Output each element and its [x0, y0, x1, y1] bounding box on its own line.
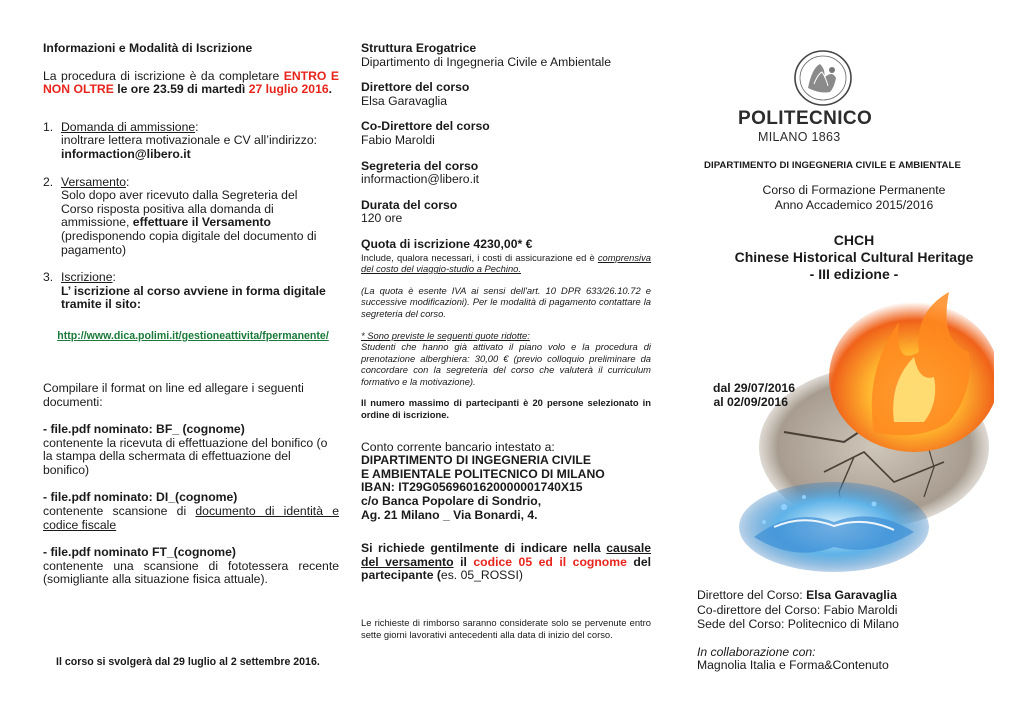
collaboration-value: Magnolia Italia e Forma&Contenuto: [697, 658, 889, 673]
application-email[interactable]: informaction@libero.it: [61, 146, 191, 161]
registration-intro: La procedura di iscrizione è da completare ENTRO E NON OLTRE le ore 23.59 di martedì 27 luglio 2016.: [43, 68, 340, 97]
file-bf-text: contenente la ricevuta di effettuazione del bonifico (o la stampa della schermata di effettuazione del bonifico): [43, 435, 328, 477]
director-name-cover: Elsa Garavaglia: [806, 588, 897, 602]
column-registration-info: [0, 0, 344, 724]
logo-sub: MILANO 1863: [758, 130, 841, 144]
column-cover: [684, 0, 1024, 724]
academic-year: Anno Accademico 2015/2016: [774, 198, 934, 212]
struttura-label: Struttura Erogatrice: [361, 41, 477, 55]
department-name: DIPARTIMENTO DI INGEGNERIA CIVILE E AMBIENTALE: [704, 160, 961, 171]
fee-note: Include, qualora necessari, i costi di assicurazione ed è comprensiva del costo del viaggio-studio a Pechino.: [361, 251, 651, 275]
reduced-fee-title: * Sono previste le seguenti quote ridotte:: [361, 329, 530, 341]
director-label: Direttore del corso: [361, 80, 470, 95]
max-participants: Il numero massimo di partecipanti è 20 persone selezionato in ordine di iscrizione.: [361, 397, 651, 421]
course-title: Chinese Historical Cultural Heritage: [734, 249, 974, 265]
step-application: 1. Domanda di ammissione: inoltrare lettera motivazionale e CV all’indirizzo: informaction@libero.it: [43, 121, 339, 162]
fee-vat-note: (La quota è esente IVA ai sensi dell'art. 10 DPR 633/26.10.72 e successive modificazioni). Per le modalità di pagamento contattare la segreteria del corso.: [361, 284, 651, 319]
collaboration-label: In collaborazione con:: [697, 644, 816, 659]
duration-label: Durata del corso: [361, 197, 458, 212]
course-period-footer: Il corso si svolgerà dal 29 luglio al 2 settembre 2016.: [56, 656, 320, 668]
file-ft-text: contenente una scansione di fototessera recente (somigliante alla situazione fisica attuale).: [43, 558, 339, 587]
logo-name: POLITECNICO: [738, 108, 873, 129]
director-value: Elsa Garavaglia: [361, 93, 448, 108]
course-staff: [697, 589, 1007, 673]
fire-water-stone-illustration: [724, 282, 994, 582]
codirector-label: Co-Direttore del corso: [361, 119, 490, 134]
struttura-value: Dipartimento di Ingegneria Civile e Ambientale: [361, 54, 611, 69]
registration-steps: [43, 121, 339, 312]
secretariat-email[interactable]: informaction@libero.it: [361, 172, 480, 187]
compile-instructions: Compilare il format on line ed allegare i seguenti documenti:: [43, 380, 304, 409]
column-course-details: [344, 0, 684, 724]
refund-note: Le richieste di rimborso saranno considerate solo se pervenute entro sette giorni lavorativi antecedenti alla data di inizio del corso.: [361, 617, 651, 640]
file-di-text: contenente scansione di documento di identità e codice fiscale: [43, 504, 339, 532]
step-enrollment: 3. Iscrizione: L’ iscrizione al corso avviene in forma digitale tramite il sito:: [43, 270, 326, 312]
registration-heading: Informazioni e Modalità di Iscrizione: [43, 41, 253, 55]
secretariat-label: Segreteria del corso: [361, 158, 479, 173]
fee-label: Quota di iscrizione 4230,00* €: [361, 236, 533, 251]
reduced-fee-text: Studenti che hanno già attivato il piano volo e la procedura di prenotazione alberghiera: 30,00 € (previo colloquio preliminare da concordare con la segreteria del corso che valuterà il curriculum formativo e la motivazione).: [361, 341, 651, 387]
bank-branch: Ag. 21 Milano _ Via Bonardi, 4.: [361, 507, 538, 522]
bank-name: c/o Banca Popolare di Sondrio,: [361, 494, 542, 509]
date-end: al 02/09/2016: [713, 395, 788, 409]
date-start: dal 29/07/2016: [713, 381, 795, 395]
course-edition: - III edizione -: [809, 266, 899, 282]
step-payment: 2. Versamento: Solo dopo aver ricevuto dalla Segreteria del Corso risposta positiva alla domanda di ammissione, effettuare il Versamento (predisponendo copia digitale del documento di pagamento): [43, 174, 317, 257]
file-bf-title: - file.pdf nominato: BF_ (cognome): [43, 422, 245, 437]
bank-iban: IBAN: IT29G0569601620000001740X15: [361, 480, 583, 495]
bank-account-intro: Conto corrente bancario intestato a:: [361, 439, 555, 454]
course-type: Corso di Formazione Permanente: [762, 183, 946, 197]
enrollment-link[interactable]: http://www.dica.polimi.it/gestioneattivita/fpermanente/: [57, 329, 329, 342]
politecnico-seal-icon: [790, 48, 856, 108]
file-di-title: - file.pdf nominato: DI_(cognome): [43, 490, 238, 505]
bank-line-1: DIPARTIMENTO DI INGEGNERIA CIVILE: [361, 453, 591, 468]
course-code: CHCH: [833, 232, 875, 248]
duration-value: 120 ore: [361, 211, 403, 226]
bank-line-2: E AMBIENTALE POLITECNICO DI MILANO: [361, 466, 605, 481]
file-ft-title: - file.pdf nominato FT_(cognome): [43, 545, 236, 560]
codirector-value: Fabio Maroldi: [361, 132, 435, 147]
director-label-cover: Direttore del Corso:: [697, 588, 807, 602]
course-location: Sede del Corso: Politecnico di Milano: [697, 617, 899, 632]
codirector-cover: Co-direttore del Corso: Fabio Maroldi: [697, 602, 898, 617]
payment-reason-note: Si richiede gentilmente di indicare nella causale del versamento il codice 05 ed il cognome del partecipante (es. 05_ROSSI): [361, 541, 651, 583]
